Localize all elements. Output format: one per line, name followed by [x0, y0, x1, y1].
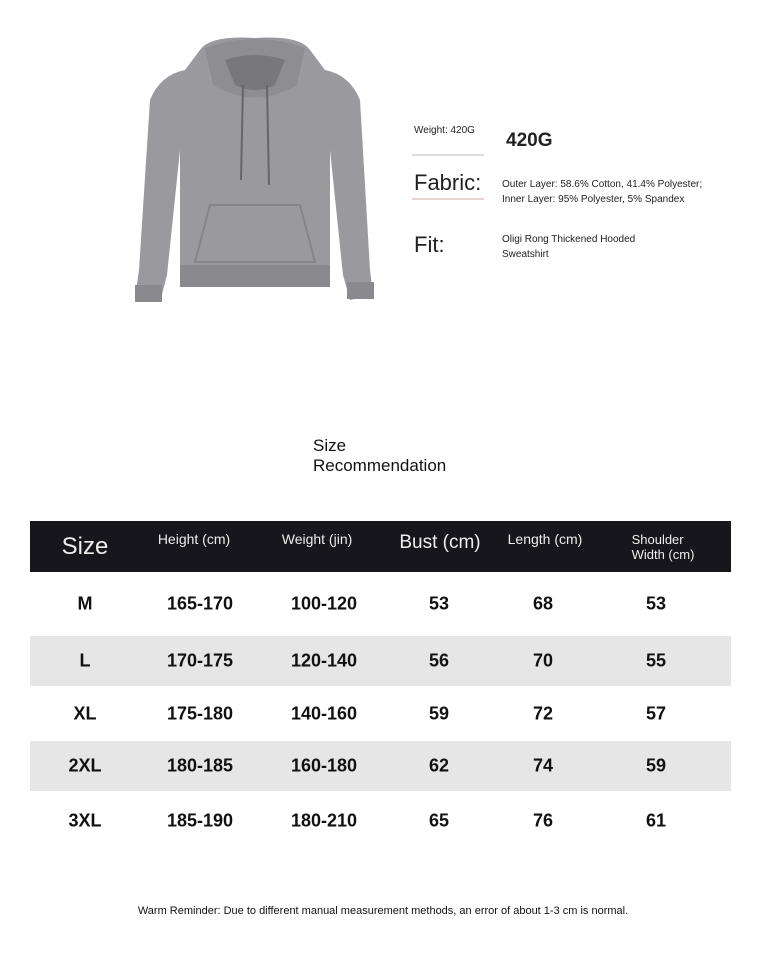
- weight-label: Weight: 420G: [414, 125, 475, 136]
- table-cell: 59: [428, 703, 450, 723]
- table-cell: 53: [645, 593, 667, 614]
- header-weight: Weight (jin): [281, 530, 353, 547]
- header-line: Shoulder: [631, 531, 684, 547]
- table-cell: 72: [532, 703, 554, 723]
- table-cell: 53: [428, 593, 450, 614]
- fit-line: Sweatshirt: [502, 249, 549, 260]
- table-cell: 57: [645, 703, 667, 723]
- table-cell: 68: [532, 593, 554, 614]
- heading-line: Recommendation: [313, 456, 447, 475]
- table-cell: M: [77, 593, 93, 614]
- table-row: [30, 741, 731, 791]
- table-cell: 61: [645, 810, 667, 831]
- gray-hoodie-image: [125, 30, 385, 310]
- table-cell: 3XL: [68, 810, 102, 831]
- divider: [412, 198, 484, 200]
- table-cell: 74: [532, 755, 554, 776]
- table-cell: 180-185: [166, 755, 234, 776]
- header-line: Width (cm): [631, 546, 695, 562]
- header-bust: Bust (cm): [399, 532, 481, 554]
- table-cell: 120-140: [290, 650, 358, 671]
- weight-value: 420G: [506, 130, 553, 151]
- table-cell: 140-160: [290, 703, 358, 723]
- table-cell: L: [79, 650, 91, 671]
- table-cell: 56: [428, 650, 450, 671]
- fabric-line: Outer Layer: 58.6% Cotton, 41.4% Polyester;: [502, 179, 703, 190]
- size-recommendation-heading: [313, 436, 451, 476]
- table-cell: 185-190: [166, 810, 234, 831]
- header-length: Length (cm): [507, 530, 583, 547]
- table-cell: 160-180: [290, 755, 358, 776]
- fabric-line: Inner Layer: 95% Polyester, 5% Spandex: [502, 194, 685, 205]
- heading-line: Size: [313, 436, 347, 455]
- divider: [412, 154, 484, 156]
- table-cell: 70: [532, 650, 554, 671]
- table-cell: XL: [73, 703, 97, 723]
- table-row: [30, 791, 731, 851]
- table-cell: 2XL: [68, 755, 102, 776]
- header-height: Height (cm): [157, 530, 231, 547]
- table-cell: 55: [645, 650, 667, 671]
- fabric-value: [502, 177, 702, 207]
- header-shoulder: [632, 532, 695, 562]
- table-cell: 76: [532, 810, 554, 831]
- table-row: [30, 686, 731, 741]
- table-cell: 59: [645, 755, 667, 776]
- table-cell: 180-210: [290, 810, 358, 831]
- table-row: [30, 636, 731, 686]
- fit-line: Oligi Rong Thickened Hooded: [502, 234, 636, 245]
- fit-label: Fit:: [414, 232, 445, 257]
- table-cell: 62: [428, 755, 450, 776]
- table-cell: 175-180: [166, 703, 234, 723]
- fit-value: [502, 232, 635, 262]
- table-cell: 170-175: [166, 650, 234, 671]
- table-cell: 165-170: [166, 593, 234, 614]
- size-table: [30, 521, 731, 851]
- header-size: Size: [61, 532, 109, 560]
- table-cell: 100-120: [290, 593, 358, 614]
- table-header: [30, 521, 731, 572]
- warm-reminder-note: Warm Reminder: Due to different manual measurement methods, an error of about 1-3 cm is normal.: [137, 905, 629, 917]
- table-cell: 65: [428, 810, 450, 831]
- table-row: [30, 572, 731, 636]
- fabric-label: Fabric:: [414, 170, 482, 195]
